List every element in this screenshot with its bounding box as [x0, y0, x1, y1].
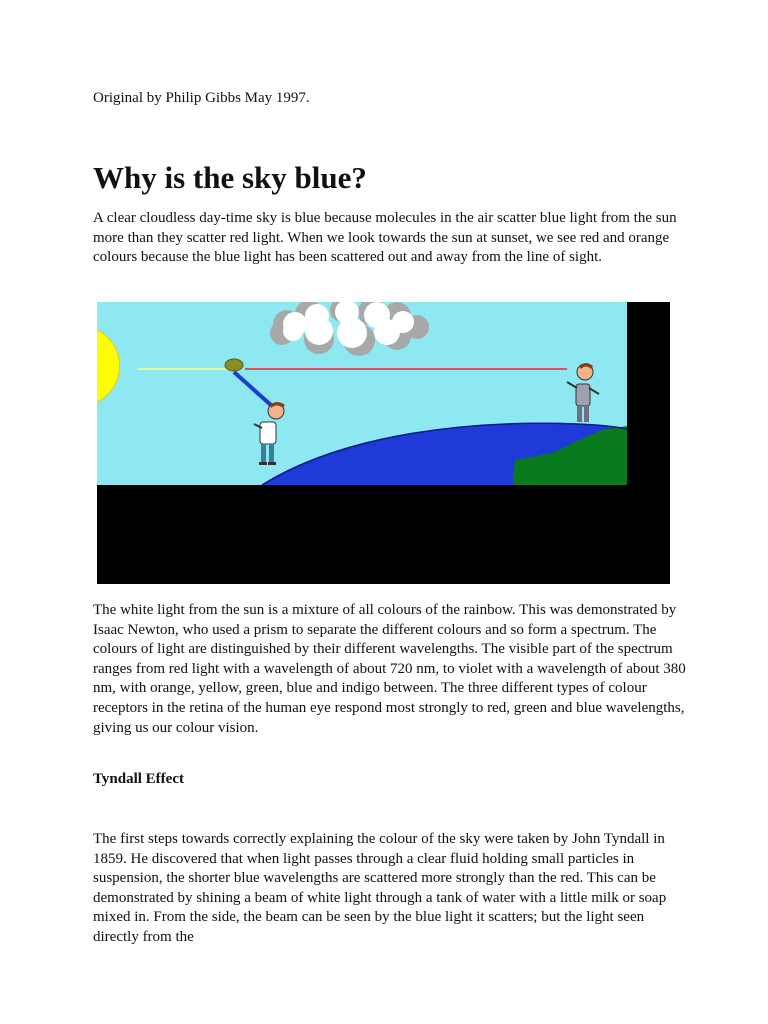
section-heading: Tyndall Effect [93, 771, 184, 787]
intro-paragraph: A clear cloudless day-time sky is blue because molecules in the air scatter blue light from the sun more than they scatter red light. When we look towards the sun at sunset, we see red and orange colours because the blue light has been scattered out and away from the line of sight. [93, 210, 677, 266]
page-title: Why is the sky blue? [93, 160, 367, 195]
sky-scattering-illustration [97, 302, 670, 584]
attribution-line: Original by Philip Gibbs May 1997. [93, 90, 310, 106]
tyndall-paragraph: The first steps towards correctly explaining the colour of the sky were taken by John Tyndall in 1859. He discovered that when light passes through a clear fluid holding small particles in suspension, the shorter blue wavelengths are scattered more strongly than the red. This can be demonstrated by shining a beam of white light through a tank of water with a little milk or soap mixed in. From the side, the beam can be seen by the blue light it scatters; but the light seen directly from the [93, 831, 667, 945]
spectrum-paragraph: The white light from the sun is a mixture of all colours of the rainbow. This was demonstrated by Isaac Newton, who used a prism to separate the different colours and so form a spectrum. The colours of light are distinguished by their different wavelengths. The visible part of the spectrum ranges from red light with a wavelength of about 720 nm, to violet with a wavelength of about 380 nm, with orange, yellow, green, blue and indigo between. The three different types of colour receptors in the retina of the human eye respond most strongly to red, green and blue wavelengths, giving us our colour vision. [93, 602, 686, 736]
molecule-icon [225, 359, 243, 371]
